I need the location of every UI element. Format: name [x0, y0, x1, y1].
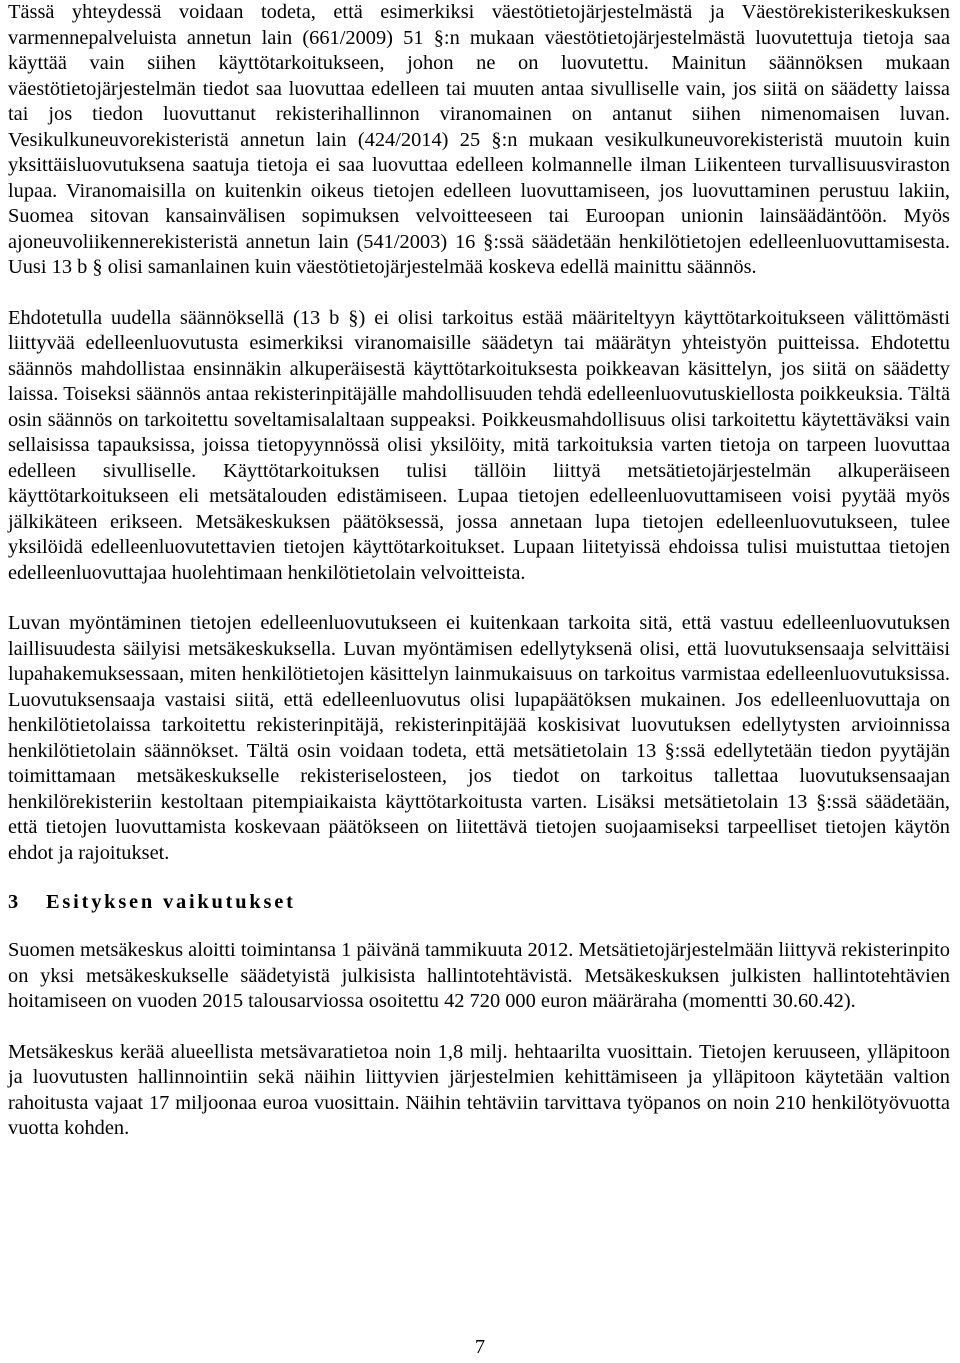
- paragraph-2: Ehdotetulla uudella säännöksellä (13 b §) ei olisi tarkoitus estää määriteltyyn käyttötarkoitukseen välittömästi liittyvää edelleenluovutusta esimerkiksi viranomaisille säädetyn tai määrätyn yhteistyön puitteissa. Ehdotettu säännös mahdollistaa ensinnäkin alkuperäisestä käyttötarkoituksesta poikkeavan käsittelyn, jos siitä on säädetty laissa. Toiseksi säännös antaa rekisterinpitäjälle mahdollisuuden tehdä edelleenluovutuskiellosta poikkeuksia. Tältä osin säännös on tarkoitettu soveltamisalaltaan suppeaksi. Poikkeusmahdollisuus olisi tarkoitettu käytettäväksi vain sellaisissa tapauksissa, joissa tietopyynnössä olisi yksilöity, mitä tarkoituksia varten tietoja on tarpeen luovuttaa edelleen sivulliselle. Käyttötarkoituksen tulisi tällöin liittyä metsätietojärjestelmän alkuperäiseen käyttötarkoitukseen eli metsätalouden edistämiseen. Lupaa tietojen edelleenluovuttamiseen voisi pyytää myös jälkikäteen erikseen. Metsäkeskuksen päätöksessä, jossa annetaan lupa tietojen edelleenluovutukseen, tulee yksilöidä edelleenluovutettavien tietojen käyttötarkoitukset. Lupaan liitetyissä ehdoissa tulisi muistuttaa tietojen edelleenluovuttajaa huolehtimaan henkilötietolain velvoitteista.: [8, 306, 950, 584]
- paragraph-5: Metsäkeskus kerää alueellista metsävaratietoa noin 1,8 milj. hehtaarilta vuosittain. Tietojen keruuseen, ylläpitoon ja luovutusten hallinnointiin sekä näihin liittyvien järjestelmien kehittämiseen ja ylläpitoon käytetään valtion rahoitusta vajaat 17 miljoonaa euroa vuosittain. Näihin tehtäviin tarvittava työpanos on noin 210 henkilötyövuotta vuotta kohden.: [8, 1040, 950, 1139]
- paragraph-4: Suomen metsäkeskus aloitti toimintansa 1 päivänä tammikuuta 2012. Metsätietojärjestelmään liittyvä rekisterinpito on yksi metsäkeskukselle säädetyistä julkisista hallintotehtävistä. Metsäkeskuksen julkisten hallintotehtävien hoitamiseen on vuoden 2015 talousarviossa osoitettu 42 720 000 euron määräraha (momentti 30.60.42).: [8, 939, 950, 1012]
- paragraph-1: Tässä yhteydessä voidaan todeta, että esimerkiksi väestötietojärjestelmästä ja Väestörekisterikeskuksen varmennepalveluista annetun lain (661/2009) 51 §:n mukaan väestötietojärjestelmästä luovutettuja tietoja saa käyttää vain siihen käyttötarkoitukseen, johon ne on luovutettu. Mainitun säännöksen mukaan väestötietojärjestelmän tiedot saa luovuttaa edelleen tai muuten antaa sivulliselle vain, jos siitä on säädetty laissa tai jos tiedon luovuttanut rekisterihallinnon viranomainen on antanut siihen nimenomaisen luvan. Vesikulkuneuvorekisteristä annetun lain (424/2014) 25 §:n mukaan vesikulkuneuvorekisteristä muutoin kuin yksittäisluovutuksena saatuja tietoja ei saa luovuttaa edelleen kolmannelle ilman Liikenteen turvallisuusviraston lupaa. Viranomaisilla on kuitenkin oikeus tietojen edelleen luovuttamiseen, jos luovuttaminen perustuu lakiin, Suomea sitovan kansainvälisen sopimuksen velvoitteeseen tai Euroopan unionin lainsäädäntöön. Myös ajoneuvoliikennerekisteristä annetun lain (541/2003) 16 §:ssä säädetään henkilötietojen edelleenluovuttamisesta. Uusi 13 b § olisi samanlainen kuin väestötietojärjestelmää koskeva edellä mainittu säännös.: [8, 1, 950, 278]
- section-title: Esityksen vaikutukset: [46, 891, 296, 913]
- page-number: 7: [474, 1336, 486, 1358]
- section-number: 3: [8, 891, 19, 913]
- document-page: [8, 0, 950, 1142]
- section-heading: [8, 889, 950, 915]
- paragraph-3: Luvan myöntäminen tietojen edelleenluovutukseen ei kuitenkaan tarkoita sitä, että vastuu edelleenluovutuksen laillisuudesta säilyisi metsäkeskuksella. Luvan myöntämisen edellytyksenä olisi, että luovutuksensaaja selvittäisi lupahakemuksessaan, miten henkilötietojen käsittelyn lainmukaisuus on tarkoitus varmistaa edelleenluovutuksissa. Luovutuksensaaja vastaisi siitä, että edelleenluovutus olisi lupapäätöksen mukainen. Jos edelleenluovuttaja on henkilötietolaissa tarkoitettu rekisterinpitäjä, rekisterinpitäjää koskisivat luovutuksen edellytysten arvioinnissa henkilötietolain säännökset. Tältä osin voidaan todeta, että metsätietolain 13 §:ssä edellytetään tiedon pyytäjän toimittamaan metsäkeskukselle rekisteriselosteen, jos tiedot on tarkoitus tallettaa luovutuksensaajan henkilörekisteriin kestoltaan pitempiaikaista käyttötarkoitusta varten. Lisäksi metsätietolain 13 §:ssä säädetään, että tietojen luovuttamista koskevaan päätökseen on liitettävä tietojen suojaamiseksi tarpeelliset tietojen käytön ehdot ja rajoitukset.: [8, 612, 950, 864]
